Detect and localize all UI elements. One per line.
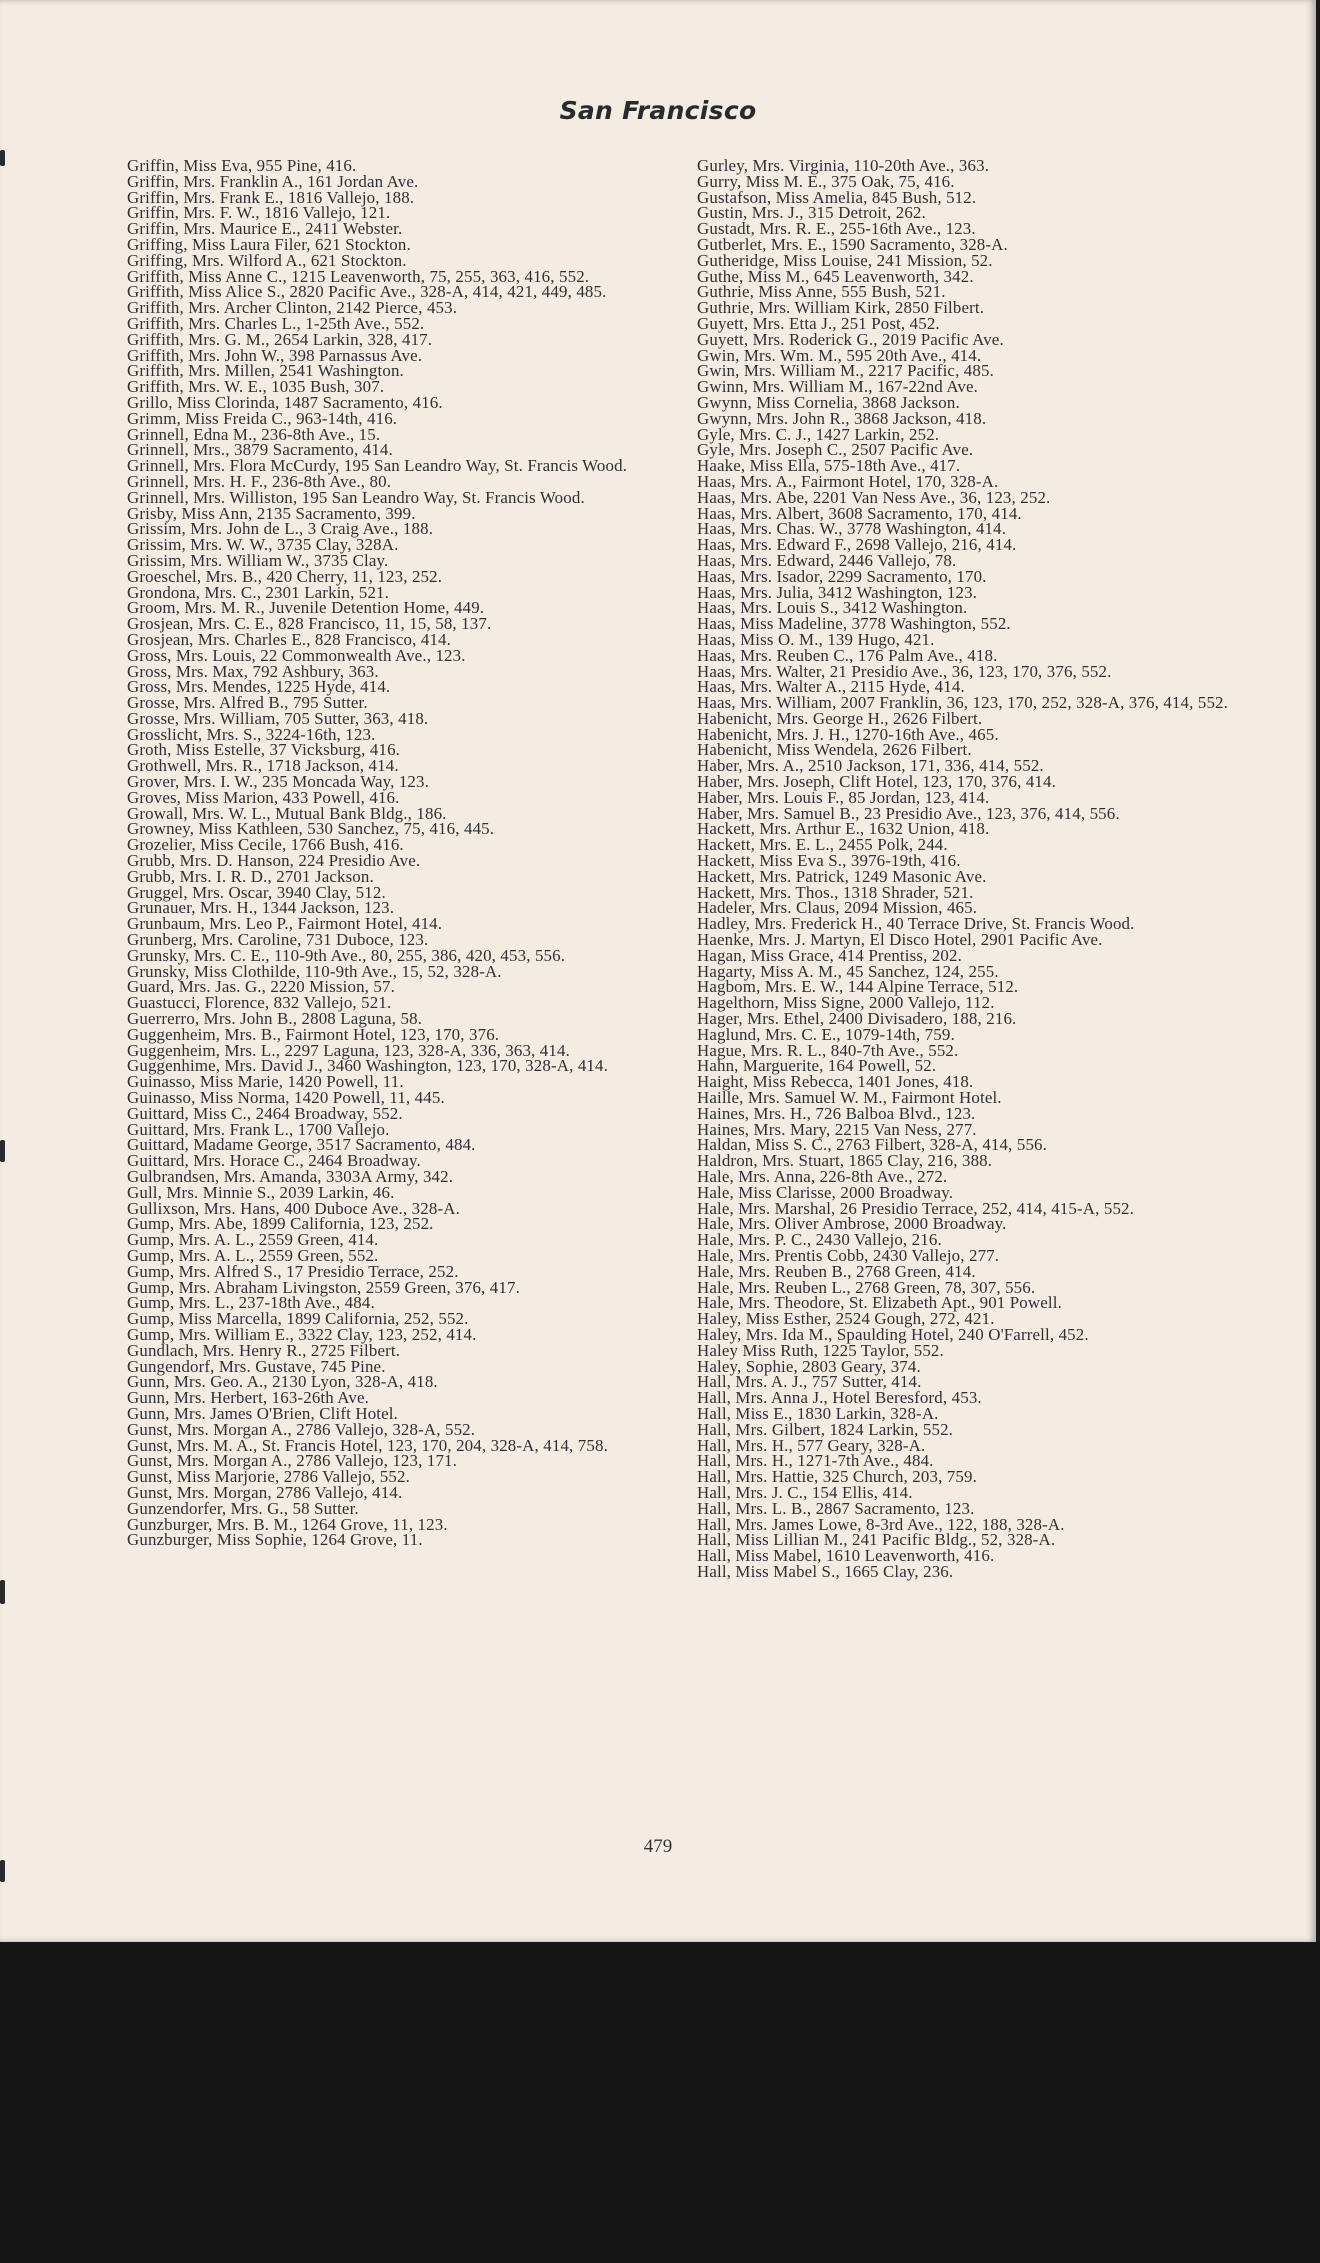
directory-entry: Growney, Miss Kathleen, 530 Sanchez, 75, 416, 445.	[127, 819, 495, 839]
directory-entry: Groves, Miss Marion, 433 Powell, 416.	[127, 787, 400, 807]
directory-entry: Gurley, Mrs. Virginia, 110-20th Ave., 363.	[697, 156, 990, 175]
directory-entry: Gump, Mrs. Alfred S., 17 Presidio Terrace, 252.	[127, 1261, 459, 1281]
directory-entry: Haber, Mrs. Louis F., 85 Jordan, 123, 414.	[697, 787, 990, 807]
directory-entry: Grosjean, Mrs. Charles E., 828 Francisco, 414.	[127, 629, 452, 649]
directory-entry: Gungendorf, Mrs. Gustave, 745 Pine.	[127, 1356, 386, 1376]
directory-entry: Gyle, Mrs. Joseph C., 2507 Pacific Ave.	[697, 440, 974, 460]
directory-entry: Haas, Miss Madeline, 3778 Washington, 552.	[697, 614, 1011, 634]
directory-entry: Gwinn, Mrs. William M., 167-22nd Ave.	[697, 377, 979, 397]
directory-entry: Hadley, Mrs. Frederick H., 40 Terrace Drive, St. Francis Wood.	[697, 914, 1135, 934]
directory-entry: Haas, Mrs. Edward, 2446 Vallejo, 78.	[697, 550, 957, 570]
directory-entry: Gross, Mrs. Louis, 22 Commonwealth Ave., 123.	[127, 645, 466, 665]
directory-entry: Haas, Mrs. William, 2007 Franklin, 36, 123, 170, 252, 328-A, 376, 414, 552.	[697, 693, 1229, 713]
directory-entry: Gunst, Mrs. Morgan A., 2786 Vallejo, 123, 171.	[127, 1451, 458, 1471]
directory-entry: Hale, Mrs. Reuben L., 2768 Green, 78, 307, 556.	[697, 1277, 1036, 1297]
directory-entry: Hackett, Mrs. Arthur E., 1632 Union, 418.	[697, 819, 990, 839]
directory-entry: Hall, Mrs. A. J., 757 Sutter, 414.	[697, 1372, 922, 1392]
directory-entry: Hale, Mrs. Anna, 226-8th Ave., 272.	[697, 1167, 948, 1186]
directory-entry: Grover, Mrs. I. W., 235 Moncada Way, 123.	[127, 772, 429, 792]
directory-entry: Grunbaum, Mrs. Leo P., Fairmont Hotel, 414.	[127, 914, 443, 934]
directory-entry: Guggenheim, Mrs. B., Fairmont Hotel, 123, 170, 376.	[127, 1024, 500, 1044]
directory-entry: Haldan, Miss S. C., 2763 Filbert, 328-A, 414, 556.	[697, 1135, 1048, 1155]
directory-entry: Haas, Mrs. Julia, 3412 Washington, 123.	[697, 582, 978, 602]
directory-entry: Hale, Miss Clarisse, 2000 Broadway.	[697, 1182, 954, 1202]
directory-entry: Gump, Mrs. Abe, 1899 California, 123, 252.	[127, 1214, 434, 1234]
directory-entry: Griffin, Mrs. Maurice E., 2411 Webster.	[127, 219, 403, 239]
directory-entry: Griffin, Miss Eva, 955 Pine, 416.	[127, 156, 357, 175]
directory-entry: Hagbom, Mrs. E. W., 144 Alpine Terrace, 512.	[697, 977, 1019, 997]
directory-entry: Hagelthorn, Miss Signe, 2000 Vallejo, 112.	[697, 993, 995, 1013]
directory-entry: Grubb, Mrs. I. R. D., 2701 Jackson.	[127, 866, 374, 886]
directory-entry: Guittard, Mrs. Frank L., 1700 Vallejo.	[127, 1119, 390, 1139]
directory-entry: Haas, Mrs. Walter A., 2115 Hyde, 414.	[697, 677, 965, 697]
directory-entry: Gustafson, Miss Amelia, 845 Bush, 512.	[697, 187, 977, 207]
directory-entry: Grinnell, Mrs. Flora McCurdy, 195 San Leandro Way, St. Francis Wood.	[127, 456, 628, 476]
directory-entry: Guittard, Miss C., 2464 Broadway, 552.	[127, 1103, 403, 1123]
directory-entry: Guittard, Madame George, 3517 Sacramento, 484.	[127, 1135, 476, 1155]
directory-entry: Griffing, Miss Laura Filer, 621 Stockton.	[127, 234, 411, 254]
directory-entry: Guyett, Mrs. Roderick G., 2019 Pacific Ave.	[697, 329, 1004, 349]
directory-entry: Hackett, Mrs. E. L., 2455 Polk, 244.	[697, 835, 948, 855]
directory-entry: Gustadt, Mrs. R. E., 255-16th Ave., 123.	[697, 219, 976, 239]
directory-entry: Grosslicht, Mrs. S., 3224-16th, 123.	[127, 724, 376, 744]
directory-entry: Griffin, Mrs. Franklin A., 161 Jordan Ave.	[127, 171, 419, 191]
directory-entry: Griffith, Mrs. Millen, 2541 Washington.	[127, 361, 404, 381]
directory-entry: Hadeler, Mrs. Claus, 2094 Mission, 465.	[697, 898, 978, 918]
directory-entry: Groom, Mrs. M. R., Juvenile Detention Home, 449.	[127, 598, 485, 618]
directory-entry: Gyle, Mrs. C. J., 1427 Larkin, 252.	[697, 424, 940, 444]
directory-entry: Hagan, Miss Grace, 414 Prentiss, 202.	[697, 945, 962, 965]
directory-entry: Hackett, Miss Eva S., 3976-19th, 416.	[697, 851, 961, 871]
directory-entry: Haley, Mrs. Ida M., Spaulding Hotel, 240 O'Farrell, 452.	[697, 1324, 1089, 1344]
directory-entry: Haas, Mrs. Louis S., 3412 Washington.	[697, 598, 968, 618]
directory-entry: Hagarty, Miss A. M., 45 Sanchez, 124, 255.	[697, 961, 999, 981]
directory-entry: Griffith, Mrs. Archer Clinton, 2142 Pierce, 453.	[127, 298, 458, 318]
directory-entry: Gwin, Mrs. William M., 2217 Pacific, 485.	[697, 361, 994, 381]
directory-entry: Hall, Mrs. Gilbert, 1824 Larkin, 552.	[697, 1419, 954, 1439]
directory-entry: Guerrerro, Mrs. John B., 2808 Laguna, 58.	[127, 1009, 423, 1029]
binding-mark	[0, 1580, 5, 1604]
directory-entry: Grinnell, Edna M., 236-8th Ave., 15.	[127, 424, 381, 444]
directory-entry: Gulbrandsen, Mrs. Amanda, 3303A Army, 342.	[127, 1167, 454, 1186]
directory-entry: Hale, Mrs. Marshal, 26 Presidio Terrace, 252, 414, 415-A, 552.	[697, 1198, 1135, 1218]
directory-entry: Grinnell, Mrs. H. F., 236-8th Ave., 80.	[127, 471, 392, 491]
directory-entry: Guinasso, Miss Norma, 1420 Powell, 11, 445.	[127, 1088, 445, 1108]
directory-entry: Hale, Mrs. Prentis Cobb, 2430 Vallejo, 277.	[697, 1245, 1000, 1265]
directory-entry: Hall, Mrs. James Lowe, 8-3rd Ave., 122, 188, 328-A.	[697, 1514, 1065, 1534]
binding-mark	[0, 1140, 5, 1162]
page-header-city: San Francisco	[559, 96, 757, 125]
directory-entry: Hall, Mrs. H., 1271-7th Ave., 484.	[697, 1451, 934, 1471]
directory-entry: Gump, Mrs. William E., 3322 Clay, 123, 252, 414.	[127, 1324, 477, 1344]
directory-entry: Hall, Mrs. J. C., 154 Ellis, 414.	[697, 1482, 913, 1502]
directory-entry: Gwynn, Mrs. John R., 3868 Jackson, 418.	[697, 408, 987, 428]
directory-entry: Gross, Mrs. Max, 792 Ashbury, 363.	[127, 661, 379, 681]
directory-entry: Grosse, Mrs. Alfred B., 795 Sutter.	[127, 693, 368, 713]
directory-entry: Grunauer, Mrs. H., 1344 Jackson, 123.	[127, 898, 395, 918]
directory-entry: Haber, Mrs. A., 2510 Jackson, 171, 336, 414, 552.	[697, 756, 1044, 776]
directory-entry: Haenke, Mrs. J. Martyn, El Disco Hotel, 2901 Pacific Ave.	[697, 930, 1103, 950]
directory-entry: Grosjean, Mrs. C. E., 828 Francisco, 11, 15, 58, 137.	[127, 614, 492, 634]
directory-entry: Gross, Mrs. Mendes, 1225 Hyde, 414.	[127, 677, 391, 697]
directory-entry: Gunzburger, Mrs. B. M., 1264 Grove, 11, 123.	[127, 1514, 448, 1534]
directory-entry: Griffin, Mrs. Frank E., 1816 Vallejo, 188.	[127, 187, 415, 207]
directory-entry: Hale, Mrs. Oliver Ambrose, 2000 Broadway.	[697, 1214, 1007, 1234]
page-number: 479	[643, 1836, 673, 1857]
directory-entry: Gwynn, Miss Cornelia, 3868 Jackson.	[697, 392, 960, 412]
directory-entry: Hager, Mrs. Ethel, 2400 Divisadero, 188, 216.	[697, 1009, 1017, 1029]
directory-entry: Grunsky, Mrs. C. E., 110-9th Ave., 80, 255, 386, 420, 453, 556.	[127, 945, 566, 965]
directory-entry: Gump, Miss Marcella, 1899 California, 252, 552.	[127, 1309, 469, 1329]
directory-entry: Habenicht, Mrs. George H., 2626 Filbert.	[697, 708, 983, 728]
directory-entry: Hague, Mrs. R. L., 840-7th Ave., 552.	[697, 1040, 959, 1060]
binding-mark	[0, 150, 5, 166]
directory-entry: Griffith, Mrs. G. M., 2654 Larkin, 328, 417.	[127, 329, 433, 349]
right-column	[697, 158, 1234, 1580]
directory-entry: Gunn, Mrs. Herbert, 163-26th Ave.	[127, 1388, 370, 1408]
directory-entry: Gwin, Mrs. Wm. M., 595 20th Ave., 414.	[697, 345, 982, 365]
directory-entry: Grunsky, Miss Clothilde, 110-9th Ave., 15, 52, 328-A.	[127, 961, 502, 981]
directory-entry: Habenicht, Miss Wendela, 2626 Filbert.	[697, 740, 972, 760]
directory-entry: Grinnell, Mrs., 3879 Sacramento, 414.	[127, 440, 393, 460]
directory-entry: Haines, Mrs. Mary, 2215 Van Ness, 277.	[697, 1119, 977, 1139]
directory-entry: Gunzendorfer, Mrs. G., 58 Sutter.	[127, 1498, 359, 1518]
directory-entry: Gutberlet, Mrs. E., 1590 Sacramento, 328-A.	[697, 234, 1008, 254]
directory-entry: Guastucci, Florence, 832 Vallejo, 521.	[127, 993, 392, 1013]
directory-entry: Haas, Mrs. Albert, 3608 Sacramento, 170, 414.	[697, 503, 1022, 523]
directory-entry: Grothwell, Mrs. R., 1718 Jackson, 414.	[127, 756, 399, 776]
directory-entry: Gruggel, Mrs. Oscar, 3940 Clay, 512.	[127, 882, 386, 902]
directory-entry: Haake, Miss Ella, 575-18th Ave., 417.	[697, 456, 961, 476]
directory-entry: Guittard, Mrs. Horace C., 2464 Broadway.	[127, 1151, 421, 1171]
directory-entry: Grisby, Miss Ann, 2135 Sacramento, 399.	[127, 503, 416, 523]
directory-entry: Haley, Sophie, 2803 Geary, 374.	[697, 1356, 921, 1376]
directory-entry: Haas, Miss O. M., 139 Hugo, 421.	[697, 629, 935, 649]
directory-entry: Hall, Mrs. Hattie, 325 Church, 203, 759.	[697, 1467, 977, 1487]
directory-entry: Hall, Miss Lillian M., 241 Pacific Bldg., 52, 328-A.	[697, 1530, 1056, 1550]
directory-entry: Gundlach, Mrs. Henry R., 2725 Filbert.	[127, 1340, 401, 1360]
directory-entry: Haglund, Mrs. C. E., 1079-14th, 759.	[697, 1024, 955, 1044]
left-column	[127, 158, 665, 1548]
directory-entry: Grozelier, Miss Cecile, 1766 Bush, 416.	[127, 835, 404, 855]
directory-entry: Gurry, Miss M. E., 375 Oak, 75, 416.	[697, 171, 955, 191]
directory-entry: Guggenhime, Mrs. David J., 3460 Washington, 123, 170, 328-A, 414.	[127, 1056, 608, 1076]
directory-entry: Grissim, Mrs. W. W., 3735 Clay, 328A.	[127, 535, 399, 555]
directory-entry: Guthe, Miss M., 645 Leavenworth, 342.	[697, 266, 974, 286]
directory-entry: Gustin, Mrs. J., 315 Detroit, 262.	[697, 203, 926, 223]
directory-entry: Haldron, Mrs. Stuart, 1865 Clay, 216, 388.	[697, 1151, 993, 1171]
directory-entry: Hale, Mrs. Reuben B., 2768 Green, 414.	[697, 1261, 976, 1281]
binding-mark	[0, 1860, 5, 1882]
directory-entry: Grunberg, Mrs. Caroline, 731 Duboce, 123.	[127, 930, 429, 950]
directory-entry: Guthrie, Mrs. William Kirk, 2850 Filbert.	[697, 298, 985, 318]
directory-entry: Hackett, Mrs. Thos., 1318 Shrader, 521.	[697, 882, 974, 902]
directory-entry: Griffith, Mrs. John W., 398 Parnassus Ave.	[127, 345, 423, 365]
directory-entry: Hale, Mrs. Theodore, St. Elizabeth Apt., 901 Powell.	[697, 1293, 1062, 1313]
directory-entry: Gunn, Mrs. Geo. A., 2130 Lyon, 328-A, 418.	[127, 1372, 438, 1392]
directory-entry: Hall, Mrs. Anna J., Hotel Beresford, 453.	[697, 1388, 982, 1408]
directory-entry: Gump, Mrs. A. L., 2559 Green, 552.	[127, 1245, 379, 1265]
directory-entry: Griffing, Mrs. Wilford A., 621 Stockton.	[127, 250, 407, 270]
directory-entry: Grillo, Miss Clorinda, 1487 Sacramento, 416.	[127, 392, 443, 412]
directory-entry: Griffith, Miss Alice S., 2820 Pacific Ave., 328-A, 414, 421, 449, 485.	[127, 282, 607, 302]
directory-entry: Hale, Mrs. P. C., 2430 Vallejo, 216.	[697, 1230, 942, 1250]
directory-entry: Groeschel, Mrs. B., 420 Cherry, 11, 123, 252.	[127, 566, 443, 586]
directory-entry: Haley Miss Ruth, 1225 Taylor, 552.	[697, 1340, 944, 1360]
directory-entry: Gull, Mrs. Minnie S., 2039 Larkin, 46.	[127, 1182, 395, 1202]
directory-entry: Hall, Miss Mabel S., 1665 Clay, 236.	[697, 1561, 954, 1581]
directory-entry: Griffith, Mrs. W. E., 1035 Bush, 307.	[127, 377, 385, 397]
directory-entry: Grissim, Mrs. John de L., 3 Craig Ave., 188.	[127, 519, 434, 539]
directory-entry: Guinasso, Miss Marie, 1420 Powell, 11.	[127, 1072, 404, 1092]
directory-entry: Guthrie, Miss Anne, 555 Bush, 521.	[697, 282, 946, 302]
directory-entry: Haber, Mrs. Samuel B., 23 Presidio Ave., 123, 376, 414, 556.	[697, 803, 1120, 823]
directory-entry: Haas, Mrs. A., Fairmont Hotel, 170, 328-A.	[697, 471, 999, 491]
directory-entry: Groth, Miss Estelle, 37 Vicksburg, 416.	[127, 740, 401, 760]
directory-entry: Grondona, Mrs. C., 2301 Larkin, 521.	[127, 582, 390, 602]
directory-entry: Haas, Mrs. Isador, 2299 Sacramento, 170.	[697, 566, 987, 586]
directory-entry: Gunst, Mrs. Morgan, 2786 Vallejo, 414.	[127, 1482, 403, 1502]
directory-entry: Haas, Mrs. Abe, 2201 Van Ness Ave., 36, 123, 252.	[697, 487, 1051, 507]
directory-entry: Gunzburger, Miss Sophie, 1264 Grove, 11.	[127, 1530, 423, 1550]
directory-entry: Growall, Mrs. W. L., Mutual Bank Bldg., 186.	[127, 803, 447, 823]
directory-entry: Haas, Mrs. Chas. W., 3778 Washington, 414.	[697, 519, 1007, 539]
directory-entry: Guyett, Mrs. Etta J., 251 Post, 452.	[697, 313, 940, 333]
directory-entry: Gump, Mrs. Abraham Livingston, 2559 Green, 376, 417.	[127, 1277, 520, 1297]
directory-entry: Gump, Mrs. A. L., 2559 Green, 414.	[127, 1230, 379, 1250]
directory-entry: Hahn, Marguerite, 164 Powell, 52.	[697, 1056, 937, 1076]
directory-entry: Haille, Mrs. Samuel W. M., Fairmont Hotel.	[697, 1088, 1002, 1108]
directory-entry: Haas, Mrs. Edward F., 2698 Vallejo, 216, 414.	[697, 535, 1017, 555]
directory-entry: Haley, Miss Esther, 2524 Gough, 272, 421.	[697, 1309, 995, 1329]
directory-entry: Gunst, Mrs. M. A., St. Francis Hotel, 123, 170, 204, 328-A, 414, 758.	[127, 1435, 608, 1455]
directory-entry: Haas, Mrs. Reuben C., 176 Palm Ave., 418.	[697, 645, 998, 665]
directory-entry: Haas, Mrs. Walter, 21 Presidio Ave., 36, 123, 170, 376, 552.	[697, 661, 1112, 681]
directory-entry: Haight, Miss Rebecca, 1401 Jones, 418.	[697, 1072, 974, 1092]
directory-entry: Griffith, Mrs. Charles L., 1-25th Ave., 552.	[127, 313, 425, 333]
directory-entry: Guard, Mrs. Jas. G., 2220 Mission, 57.	[127, 977, 395, 997]
directory-entry: Gunst, Miss Marjorie, 2786 Vallejo, 552.	[127, 1467, 410, 1487]
directory-entry: Grubb, Mrs. D. Hanson, 224 Presidio Ave.	[127, 851, 421, 871]
directory-entry: Gullixson, Mrs. Hans, 400 Duboce Ave., 328-A.	[127, 1198, 460, 1218]
directory-entry: Haines, Mrs. H., 726 Balboa Blvd., 123.	[697, 1103, 976, 1123]
directory-entry: Hall, Miss Mabel, 1610 Leavenworth, 416.	[697, 1546, 995, 1566]
directory-entry: Gunn, Mrs. James O'Brien, Clift Hotel.	[127, 1403, 398, 1423]
directory-entry: Gutheridge, Miss Louise, 241 Mission, 52.	[697, 250, 993, 270]
directory-entry: Haber, Mrs. Joseph, Clift Hotel, 123, 170, 376, 414.	[697, 772, 1056, 792]
directory-entry: Guggenheim, Mrs. L., 2297 Laguna, 123, 328-A, 336, 363, 414.	[127, 1040, 570, 1060]
directory-entry: Grosse, Mrs. William, 705 Sutter, 363, 418.	[127, 708, 429, 728]
directory-entry: Hall, Miss E., 1830 Larkin, 328-A.	[697, 1403, 939, 1423]
scan-background	[0, 1942, 1320, 2263]
directory-entry: Grinnell, Mrs. Williston, 195 San Leandro Way, St. Francis Wood.	[127, 487, 585, 507]
directory-entry: Hall, Mrs. L. B., 2867 Sacramento, 123.	[697, 1498, 975, 1518]
directory-entry: Gunst, Mrs. Morgan A., 2786 Vallejo, 328-A, 552.	[127, 1419, 476, 1439]
directory-entry: Habenicht, Mrs. J. H., 1270-16th Ave., 465.	[697, 724, 999, 744]
directory-entry: Hall, Mrs. H., 577 Geary, 328-A.	[697, 1435, 926, 1455]
directory-entry: Griffin, Mrs. F. W., 1816 Vallejo, 121.	[127, 203, 391, 223]
directory-entry: Grimm, Miss Freida C., 963-14th, 416.	[127, 408, 398, 428]
directory-entry: Griffith, Miss Anne C., 1215 Leavenworth, 75, 255, 363, 416, 552.	[127, 266, 590, 286]
directory-entry: Grissim, Mrs. William W., 3735 Clay.	[127, 550, 389, 570]
directory-entry: Hackett, Mrs. Patrick, 1249 Masonic Ave.	[697, 866, 987, 886]
directory-entry: Gump, Mrs. L., 237-18th Ave., 484.	[127, 1293, 375, 1313]
